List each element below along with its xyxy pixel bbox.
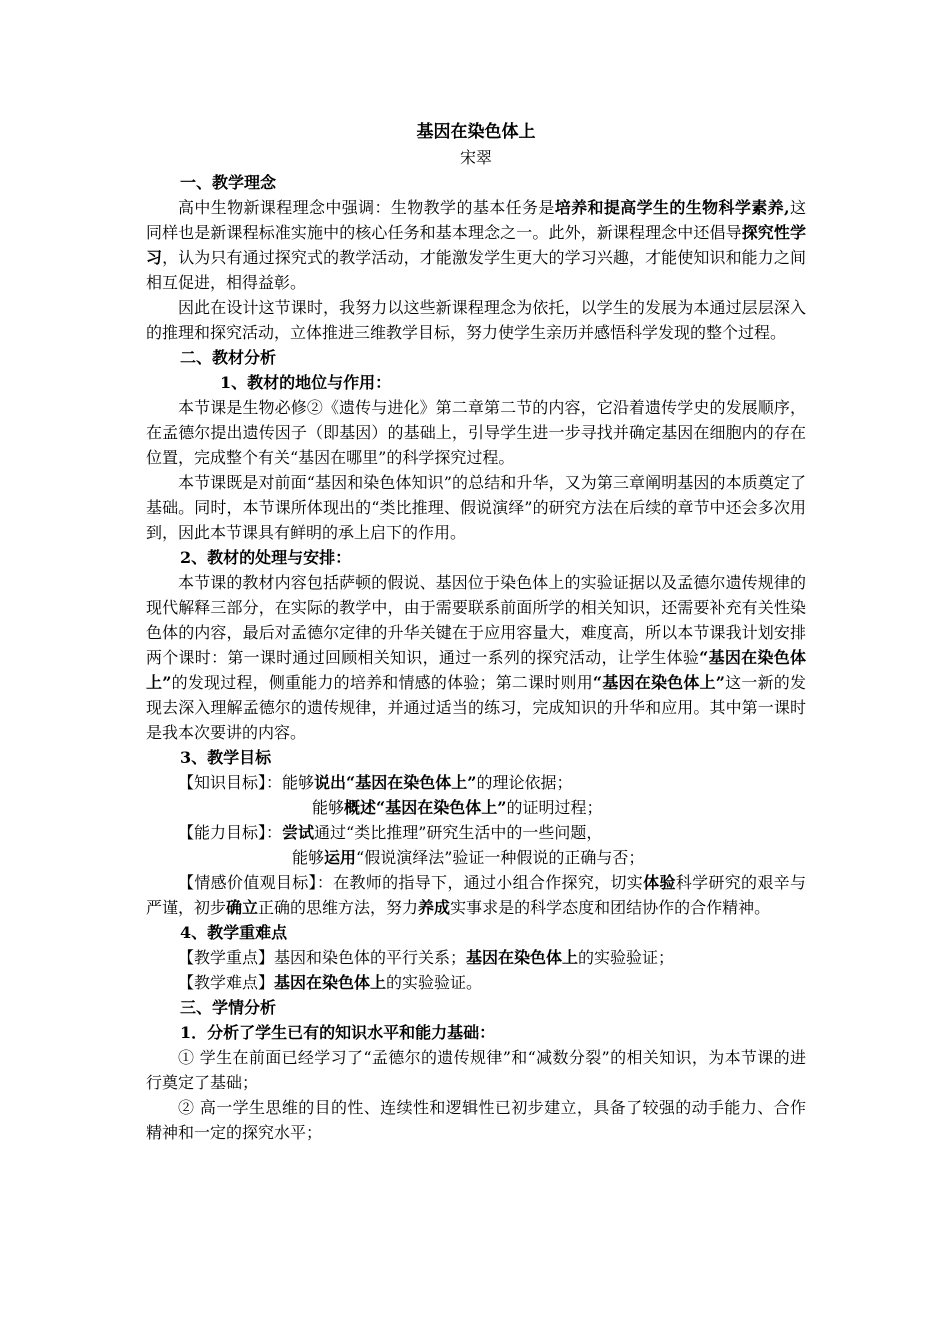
- section-2-sub-4: 4、教学重难点: [180, 923, 288, 942]
- section-3-paragraph-2: ② 高一学生思维的目的性、连续性和逻辑性已初步建立，具备了较强的动手能力、合作精神和一定的探究水平；: [146, 1098, 806, 1142]
- doc-title: 基因在染色体上: [416, 122, 536, 142]
- section-2-heading: 二、教材分析: [180, 348, 277, 367]
- section-1-paragraph-1: 高中生物新课程理念中强调：生物教学的基本任务是培养和提高学生的生物科学素养,这同样也是新课程标准实施中的核心任务和基本理念之一。此外，新课程理念中还倡导探究性学习，认为只有通过探究式的教学活动，才能激发学生更大的学习兴趣，才能使知识和能力之间相互促进，相得益彰。: [146, 198, 806, 292]
- knowledge-goal-2: 能够概述“基因在染色体上”的证明过程；: [312, 798, 603, 817]
- ability-goal-1: 【能力目标】：尝试通过“类比推理”研究生活中的一些问题，: [178, 823, 603, 842]
- document-page: [146, 120, 806, 1145]
- doc-author: 宋翠: [459, 148, 492, 167]
- difficult-point: 【教学难点】基因在染色体上的实验验证。: [178, 973, 483, 992]
- knowledge-goal-1: 【知识目标】：能够说出“基因在染色体上”的理论依据；: [178, 773, 573, 792]
- section-2-sub-3: 3、教学目标: [180, 748, 272, 767]
- emotion-goal: 【情感价值观目标】：在教师的指导下，通过小组合作探究，切实体验科学研究的艰辛与严谨，初步确立正确的思维方法，努力养成实事求是的科学态度和团结协作的合作精神。: [146, 873, 806, 917]
- section-3-sub-1: 1．分析了学生已有的知识水平和能力基础：: [180, 1023, 496, 1042]
- section-2-sub-1: 1、教材的地位与作用：: [220, 373, 392, 392]
- section-1-heading: 一、教学理念: [180, 173, 277, 192]
- section-2-sub-2: 2、教材的处理与安排：: [180, 548, 352, 567]
- key-point: 【教学重点】基因和染色体的平行关系；基因在染色体上的实验验证；: [178, 948, 675, 967]
- section-1-paragraph-2: 因此在设计这节课时，我努力以这些新课程理念为依托，以学生的发展为本通过层层深入的推理和探究活动，立体推进三维教学目标，努力使学生亲历并感悟科学发现的整个过程。: [146, 298, 806, 342]
- section-2-paragraph-1: 本节课是生物必修②《遗传与进化》第二章第二节的内容，它沿着遗传学史的发展顺序，在孟德尔提出遗传因子（即基因）的基础上，引导学生进一步寻找并确定基因在细胞内的存在位置，完成整个有关“基因在哪里”的科学探究过程。: [146, 398, 806, 467]
- ability-goal-2: 能够运用“假说演绎法”验证一种假说的正确与否；: [292, 848, 645, 867]
- section-3-heading: 三、学情分析: [180, 998, 277, 1017]
- section-2-paragraph-3: 本节课的教材内容包括萨顿的假说、基因位于染色体上的实验证据以及孟德尔遗传规律的现代解释三部分，在实际的教学中，由于需要联系前面所学的相关知识，还需要补充有关性染色体的内容，最后对孟德尔定律的升华关键在于应用容量大，难度高，所以本节课我计划安排两个课时：第一课时通过回顾相关知识，通过一系列的探究活动，让学生体验“基因在染色体上”的发现过程，侧重能力的培养和情感的体验；第二课时则用“基因在染色体上”这一新的发现去深入理解孟德尔的遗传规律，并通过适当的练习，完成知识的升华和应用。其中第一课时是我本次要讲的内容。: [146, 573, 806, 742]
- section-3-paragraph-1: ① 学生在前面已经学习了“孟德尔的遗传规律”和“减数分裂”的相关知识，为本节课的进行奠定了基础；: [146, 1048, 806, 1092]
- section-2-paragraph-2: 本节课既是对前面“基因和染色体知识”的总结和升华，又为第三章阐明基因的本质奠定了基础。同时，本节课所体现出的“类比推理、假说演绎”的研究方法在后续的章节中还会多次用到，因此本节课具有鲜明的承上启下的作用。: [146, 473, 806, 542]
